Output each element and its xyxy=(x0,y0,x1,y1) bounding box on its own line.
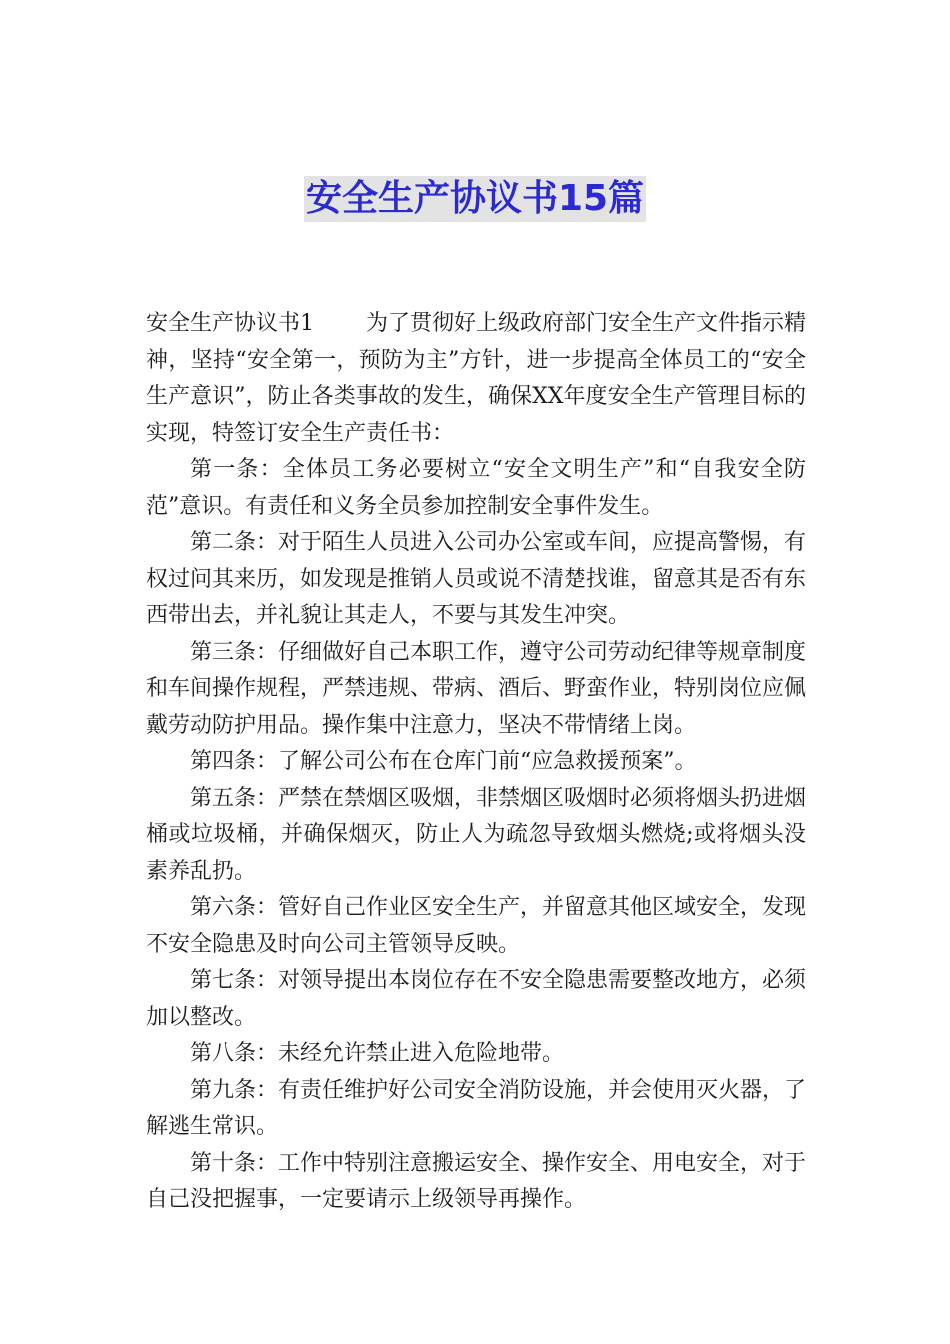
article-6: 第六条：管好自己作业区安全生产，并留意其他区域安全，发现不安全隐患及时向公司主管领导反映。 xyxy=(146,895,807,957)
article-4: 第四条：了解公司公布在仓库门前“应急救援预案”。 xyxy=(190,749,697,774)
article-8: 第八条：未经允许禁止进入危险地带。 xyxy=(190,1041,565,1066)
intro-paragraph xyxy=(146,306,806,452)
article-3: 第三条：仔细做好自己本职工作，遵守公司劳动纪律等规章制度和车间操作规程，严禁违规、带病、酒后、野蛮作业，特别岗位应佩戴劳动防护用品。操作集中注意力，坚决不带情绪上岗。 xyxy=(146,639,807,738)
article-9: 第九条：有责任维护好公司安全消防设施，并会使用灭火器，了解逃生常识。 xyxy=(146,1077,807,1139)
article-7: 第七条：对领导提出本岗位存在不安全隐患需要整改地方，必须加以整改。 xyxy=(146,968,807,1030)
document-body xyxy=(146,306,806,1219)
article-1: 第一条：全体员工务必要树立“安全文明生产”和“自我安全防范”意识。有责任和义务全员参加控制安全事件发生。 xyxy=(146,457,806,519)
intro-heading: 安全生产协议书1 xyxy=(146,311,314,336)
article-5: 第五条：严禁在禁烟区吸烟，非禁烟区吸烟时必须将烟头扔进烟桶或垃圾桶，并确保烟灭，防止人为疏忽导致烟头燃烧;或将烟头没素养乱扔。 xyxy=(146,785,807,884)
intro-text: 为了贯彻好上级政府部门安全生产文件指示精神，坚持“安全第一，预防为主”方针，进一步提高全体员工的“安全生产意识”，防止各类事故的发生，确保XX年度安全生产管理目标的实现，特签订安全生产责任书： xyxy=(146,311,807,446)
title-container xyxy=(0,176,950,222)
article-10: 第十条：工作中特别注意搬运安全、操作安全、用电安全，对于自己没把握事，一定要请示上级领导再操作。 xyxy=(146,1150,807,1212)
document-title: 安全生产协议书15篇 xyxy=(304,176,646,222)
article-2: 第二条：对于陌生人员进入公司办公室或车间，应提高警惕，有权过问其来历，如发现是推销人员或说不清楚找谁，留意其是否有东西带出去，并礼貌让其走人，不要与其发生冲突。 xyxy=(146,530,807,628)
